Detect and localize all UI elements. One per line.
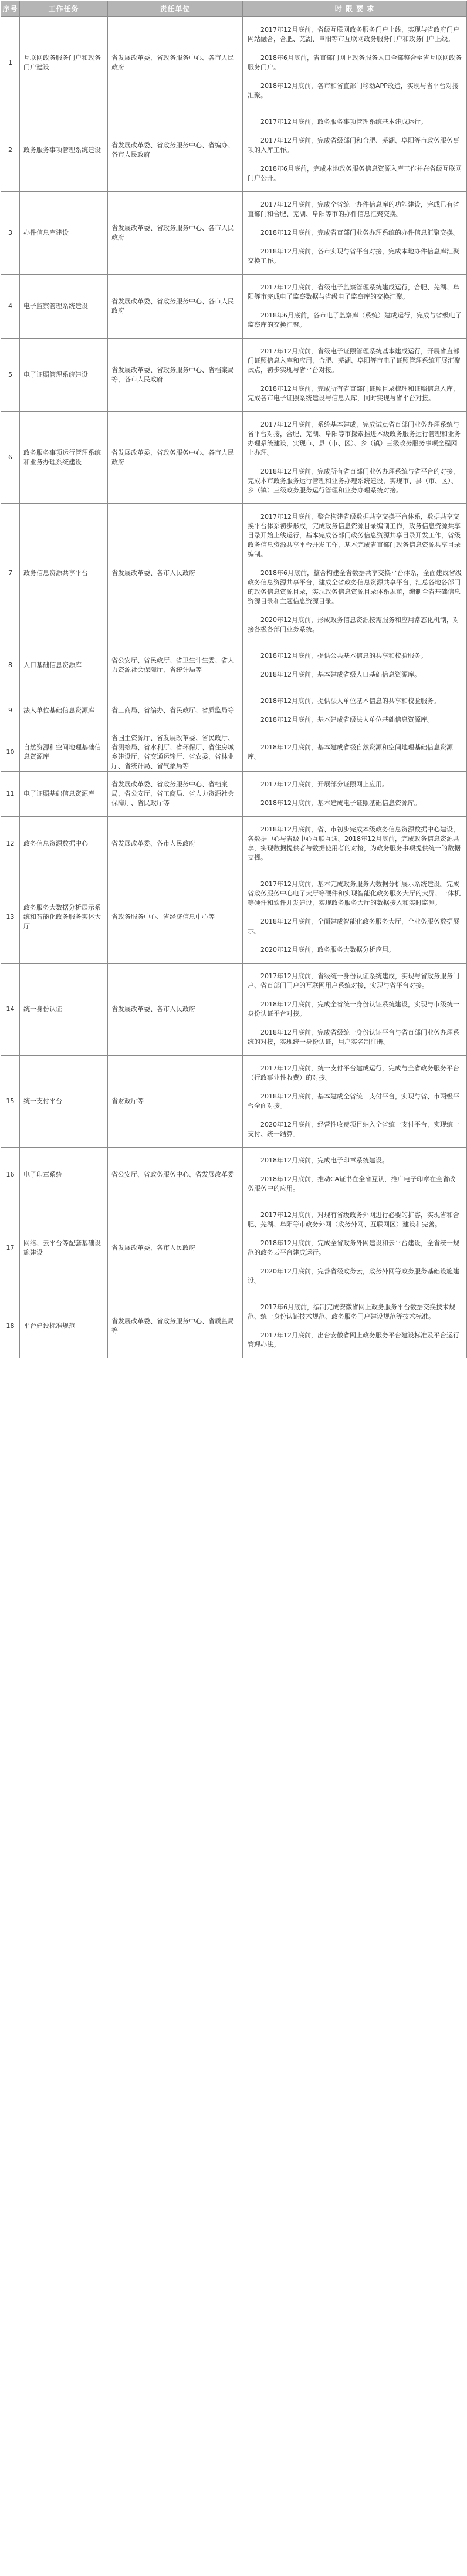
- task-cell: 统一身份认证: [20, 964, 108, 1056]
- time-requirement-paragraph: 2018年12月底前，基本建成电子证照基础信息资源库。: [260, 799, 421, 807]
- row-number-cell: 8: [1, 643, 20, 688]
- time-requirement-paragraph: 2018年6月底前，各市电子监察库（系统）建成运行，完成与省级电子监察库的交换汇聚。: [248, 312, 462, 329]
- time-requirement-cell: [243, 964, 467, 1056]
- work-plan-table: [1, 1, 467, 1358]
- table-row: [1, 772, 467, 817]
- time-requirement-paragraph: 2017年12月底前，完成省级部门和合肥、芜湖、阜阳等市政务服务事项的入库工作。: [248, 137, 459, 154]
- time-requirement-paragraph: 2017年12月底前，省级电子证照管理系统基本建成运行，开展省直部门证照信息入库和应用，合肥、芜湖、阜阳等市电子证照管理系统开展汇聚试点，初步实现与省平台对接。: [248, 347, 461, 374]
- time-requirement-paragraph: 2017年12月底前，省级互联网政务服务门户上线，实现与省政府门户网站融合，合肥、芜湖、阜阳等市互联网政务服务门户和政务门户上线。: [248, 26, 459, 43]
- header-no: 序号: [1, 1, 20, 17]
- time-requirement-cell: [243, 1056, 467, 1148]
- task-cell: 政务服务事项运行管理系统和业务办理系统建设: [20, 412, 108, 504]
- task-cell: 平台建设标准规范: [20, 1294, 108, 1358]
- time-requirement-paragraph: 2018年12月底前，基本建成省级自然资源和空间地理基础信息资源库。: [248, 743, 453, 760]
- time-requirement-paragraph: 2018年12月底前，省、市初步完成本级政务信息资源数据中心建设，各数据中心与省级中心互联互通。2018年12月底前，完成政务信息资源共享，实现数据提供者与数据使用者的对接，为政务服务事项提供统一的数据支撑。: [248, 826, 461, 861]
- time-requirement-paragraph: 2018年12月底前，完成省直部门业务办理系统的办件信息汇聚交换。: [260, 229, 459, 236]
- table-row: [1, 1148, 467, 1202]
- table-row: [1, 339, 467, 412]
- time-requirement-paragraph: 2018年6月底前，整合构建全省数据共享交换平台体系，全面建成省级政务信息资源共享平台，建成全省政务信息资源共享平台，汇总各地各部门的政务信息资源目录，实现政务信息资源目录体系规范，编制全省基础信息资源目录和主题信息资源目录。: [248, 569, 462, 605]
- time-requirement-cell: [243, 504, 467, 643]
- table-row: [1, 192, 467, 275]
- time-requirement-cell: [243, 871, 467, 964]
- time-requirement-cell: [243, 275, 467, 339]
- task-cell: 人口基础信息资源库: [20, 643, 108, 688]
- responsible-unit-cell: 省工商局、省编办、省民政厅、省质监局等: [108, 688, 243, 733]
- header-row: [1, 1, 467, 17]
- time-requirement-cell: [243, 339, 467, 412]
- table-row: [1, 275, 467, 339]
- time-requirement-paragraph: 2018年6月底前，完成本地政务服务信息资源入库工作并在省级互联网门户公开。: [248, 165, 462, 182]
- time-requirement-paragraph: 2018年12月底前，基本建成全省统一支付平台，实现与省、市两级平台全面对接。: [248, 1093, 459, 1110]
- time-requirement-paragraph: 2017年12月底前，对现有省级政务外网进行必要的扩容，实现省和合肥、芜湖、阜阳等市政务外网（政务外网、互联网区）建设和完善。: [248, 1211, 459, 1228]
- time-requirement-paragraph: 2018年12月底前，各市实现与省平台对接，完成本地办件信息库汇聚交换工作。: [248, 248, 459, 265]
- responsible-unit-cell: 省政务服务中心、省经济信息中心等: [108, 871, 243, 964]
- time-requirement-cell: [243, 17, 467, 109]
- time-requirement-paragraph: 2020年12月底前，政务服务大数据分析应用。: [260, 946, 395, 954]
- time-requirement-paragraph: 2017年12月底前，系统基本建成，完成试点省直部门业务办理系统与省平台对接，合肥、芜湖、阜阳等市探索推进本级政务服务运行管理和业务办理系统建设，实现市、县（市、区）、乡（镇）三级政务服务事项全程网上办理。: [248, 421, 461, 457]
- responsible-unit-cell: 省发展改革委、省政务服务中心、省质监局等: [108, 1294, 243, 1358]
- task-cell: 电子监察管理系统建设: [20, 275, 108, 339]
- responsible-unit-cell: 省发展改革委、省政务服务中心、各市人民政府: [108, 275, 243, 339]
- row-number-cell: 11: [1, 772, 20, 817]
- time-requirement-paragraph: 2018年12月底前，全面建成智能化政务服务大厅，全业务服务数据展示。: [248, 918, 459, 935]
- time-requirement-paragraph: 2018年12月底前，提供公共基本信息的共享和校验服务。: [260, 652, 427, 660]
- task-cell: 电子证照管理系统建设: [20, 339, 108, 412]
- responsible-unit-cell: 省发展改革委、省政务服务中心、省编办、各市人民政府: [108, 109, 243, 192]
- time-requirement-paragraph: 2020年12月底前，完善省级政务云，政务外网等政务服务基础设施建设。: [248, 1267, 459, 1284]
- header-time: 时 限 要 求: [243, 1, 467, 17]
- task-cell: 政务服务大数据分析展示系统和智能化政务服务实体大厅: [20, 871, 108, 964]
- header-task: 工作任务: [20, 1, 108, 17]
- time-requirement-paragraph: 2018年12月底前，各市和省直部门移动APP改造，实现与省平台对接汇聚。: [248, 82, 459, 99]
- table-row: [1, 1056, 467, 1148]
- time-requirement-paragraph: 2018年12月底前，完成省级统一身份认证平台与省直部门业务办理系统的对接，实现统一身份认证，用户实名制注册。: [248, 1029, 459, 1046]
- time-requirement-cell: [243, 1294, 467, 1358]
- responsible-unit-cell: 省财政厅等: [108, 1056, 243, 1148]
- row-number-cell: 1: [1, 17, 20, 109]
- time-requirement-paragraph: 2018年12月底前，提供法人单位基本信息的共享和校验服务。: [260, 697, 440, 705]
- time-requirement-paragraph: 2018年12月底前，完成全省统一身份认证系统建设，实现与市级统一身份认证平台对接。: [248, 1000, 459, 1017]
- row-number-cell: 12: [1, 817, 20, 871]
- row-number-cell: 15: [1, 1056, 20, 1148]
- row-number-cell: 13: [1, 871, 20, 964]
- time-requirement-cell: [243, 1202, 467, 1294]
- responsible-unit-cell: 省公安厅、省政务服务中心、省发展改革委: [108, 1148, 243, 1202]
- row-number-cell: 14: [1, 964, 20, 1056]
- time-requirement-paragraph: 2018年12月底前，完成全省政务外网建设和云平台建设，全省统一规范的政务云平台建成运行。: [248, 1239, 459, 1256]
- header-unit: 责任单位: [108, 1, 243, 17]
- table-row: [1, 109, 467, 192]
- row-number-cell: 10: [1, 733, 20, 772]
- table-row: [1, 412, 467, 504]
- responsible-unit-cell: 省发展改革委、各市人民政府: [108, 964, 243, 1056]
- time-requirement-paragraph: 2017年12月底前，政务服务事项管理系统基本建成运行。: [260, 118, 427, 126]
- time-requirement-paragraph: 2017年12月底前，开展部分证照网上应用。: [260, 780, 388, 788]
- time-requirement-paragraph: 2018年12月底前，推动CA证书在全省互认，推广电子印章在全省政务服务中的应用。: [248, 1175, 456, 1192]
- time-requirement-paragraph: 2017年6月底前，编制完成安徽省网上政务服务平台数据交换技术规范、统一身份认证技术规范、政务服务门户建设规范等技术标准。: [248, 1303, 455, 1320]
- row-number-cell: 9: [1, 688, 20, 733]
- task-cell: 电子证照基础信息资源库: [20, 772, 108, 817]
- time-requirement-paragraph: 2017年12月底前，省级电子监察管理系统建成运行，合肥、芜湖、阜阳等市完成电子监察数据与省级电子监察库的交换汇聚。: [248, 283, 459, 300]
- time-requirement-paragraph: 2017年12月底前，出台安徽省网上政务服务平台建设标准及平台运行管理办法。: [248, 1331, 459, 1348]
- time-requirement-cell: [243, 192, 467, 275]
- responsible-unit-cell: 省发展改革委、省政务服务中心、省档案局、省公安厅、省工商局、省人力资源社会保障厅、省民政厅等: [108, 772, 243, 817]
- time-requirement-paragraph: 2018年12月底前，完成电子印章系统建设。: [260, 1157, 388, 1164]
- table-row: [1, 643, 467, 688]
- task-cell: 政务信息资源共享平台: [20, 504, 108, 643]
- time-requirement-cell: [243, 817, 467, 871]
- time-requirement-paragraph: 2018年6月底前，省直部门网上政务服务入口全部整合至省互联网政务服务门户。: [248, 54, 462, 71]
- time-requirement-paragraph: 2017年12月底前，完成全省统一办件信息库的功能建设，完成已有省直部门和合肥、芜湖、阜阳等市的办件信息汇聚交换。: [248, 201, 459, 218]
- table-row: [1, 817, 467, 871]
- time-requirement-cell: [243, 688, 467, 733]
- responsible-unit-cell: 省发展改革委、各市人民政府: [108, 504, 243, 643]
- row-number-cell: 5: [1, 339, 20, 412]
- row-number-cell: 2: [1, 109, 20, 192]
- row-number-cell: 6: [1, 412, 20, 504]
- time-requirement-paragraph: 2020年12月底前，经营性收费项目纳入全省统一支付平台，实现统一支付、统一结算。: [248, 1121, 459, 1138]
- table-row: [1, 964, 467, 1056]
- row-number-cell: 3: [1, 192, 20, 275]
- table-row: [1, 733, 467, 772]
- task-cell: 统一支付平台: [20, 1056, 108, 1148]
- row-number-cell: 18: [1, 1294, 20, 1358]
- responsible-unit-cell: 省发展改革委、省政务服务中心、各市人民政府: [108, 412, 243, 504]
- table-row: [1, 688, 467, 733]
- time-requirement-paragraph: 2017年12月底前，基本完成政务服务大数据分析展示系统建设。完成省政务服务中心电子大厅等硬件和实现智能化政务服务大厅的大屏、一体机等硬件和软件开发建设，实现政务服务大厅的数据接入和实时监测。: [248, 880, 461, 907]
- table-row: [1, 871, 467, 964]
- time-requirement-cell: [243, 733, 467, 772]
- responsible-unit-cell: 省发展改革委、各市人民政府: [108, 817, 243, 871]
- time-requirement-paragraph: 2018年12月底前，完成所有省直部门业务办理系统与省平台的对接，完成本市政务服务运行管理和业务办理系统建设，实现市、县（市、区）、乡（镇）三级政务服务运行管理和业务办理系统对接。: [248, 468, 459, 494]
- time-requirement-paragraph: 2018年12月底前，基本建成省级法人单位基础信息资源库。: [260, 716, 434, 724]
- row-number-cell: 4: [1, 275, 20, 339]
- responsible-unit-cell: 省发展改革委、省政务服务中心、省档案局等，各市人民政府: [108, 339, 243, 412]
- row-number-cell: 7: [1, 504, 20, 643]
- time-requirement-cell: [243, 412, 467, 504]
- task-cell: 办件信息库建设: [20, 192, 108, 275]
- task-cell: 自然资源和空间地理基础信息资源库: [20, 733, 108, 772]
- responsible-unit-cell: 省国土资源厅、省发展改革委、省民政厅、省测绘局、省水利厅、省环保厅、省住房城乡建设厅、省交通运输厅、省农委、省林业厅、省统计局、省气象局等: [108, 733, 243, 772]
- time-requirement-cell: [243, 772, 467, 817]
- row-number-cell: 17: [1, 1202, 20, 1294]
- row-number-cell: 16: [1, 1148, 20, 1202]
- task-cell: 政务服务事项管理系统建设: [20, 109, 108, 192]
- task-cell: 政务信息资源数据中心: [20, 817, 108, 871]
- task-cell: 电子印章系统: [20, 1148, 108, 1202]
- table-row: [1, 504, 467, 643]
- time-requirement-paragraph: 2017年12月底前，省级统一身份认证系统建成，实现与省政务服务门户、省直部门门户的互联网用户系统对接，实现与省平台对接。: [248, 972, 459, 989]
- task-cell: 互联网政务服务门户和政务门户建设: [20, 17, 108, 109]
- responsible-unit-cell: 省发展改革委、各市人民政府: [108, 1202, 243, 1294]
- table-row: [1, 17, 467, 109]
- responsible-unit-cell: 省发展改革委、省政务服务中心、各市人民政府: [108, 192, 243, 275]
- time-requirement-paragraph: 2020年12月底前，形成政务信息资源按需服务和应用常态化机制，对接各级各部门业务系统。: [248, 616, 459, 633]
- responsible-unit-cell: 省发展改革委、省政务服务中心、各市人民政府: [108, 17, 243, 109]
- table-row: [1, 1202, 467, 1294]
- time-requirement-paragraph: 2017年12月底前，整合构建省级数据共享交换平台体系，数据共享交换平台体系初步形成，完成政务信息资源目录编制工作，政务信息资源共享目录开始上线运行，基本完成各部门政务信息资源共享目录开发工作，省级政务信息资源共享平台开发工作，基本完成省直部门政务信息资源共享目录编制。: [248, 513, 461, 558]
- time-requirement-paragraph: 2017年12月底前，统一支付平台建成运行，完成与全省政务服务平台（行政事业性收费）的对接。: [248, 1064, 459, 1081]
- table-row: [1, 1294, 467, 1358]
- task-cell: 网络、云平台等配套基础设施建设: [20, 1202, 108, 1294]
- time-requirement-cell: [243, 109, 467, 192]
- responsible-unit-cell: 省公安厅、省民政厅、省卫生计生委、省人力资源社会保障厅、省统计局等: [108, 643, 243, 688]
- time-requirement-cell: [243, 643, 467, 688]
- task-cell: 法人单位基础信息资源库: [20, 688, 108, 733]
- time-requirement-paragraph: 2018年12月底前，完成所有省直部门证照目录梳理和证照信息入库，完成各市电子证照系统建设与信息入库，同时实现与省平台对接。: [248, 385, 459, 402]
- time-requirement-paragraph: 2018年12月底前，基本建成省级人口基础信息资源库。: [260, 671, 421, 678]
- time-requirement-cell: [243, 1148, 467, 1202]
